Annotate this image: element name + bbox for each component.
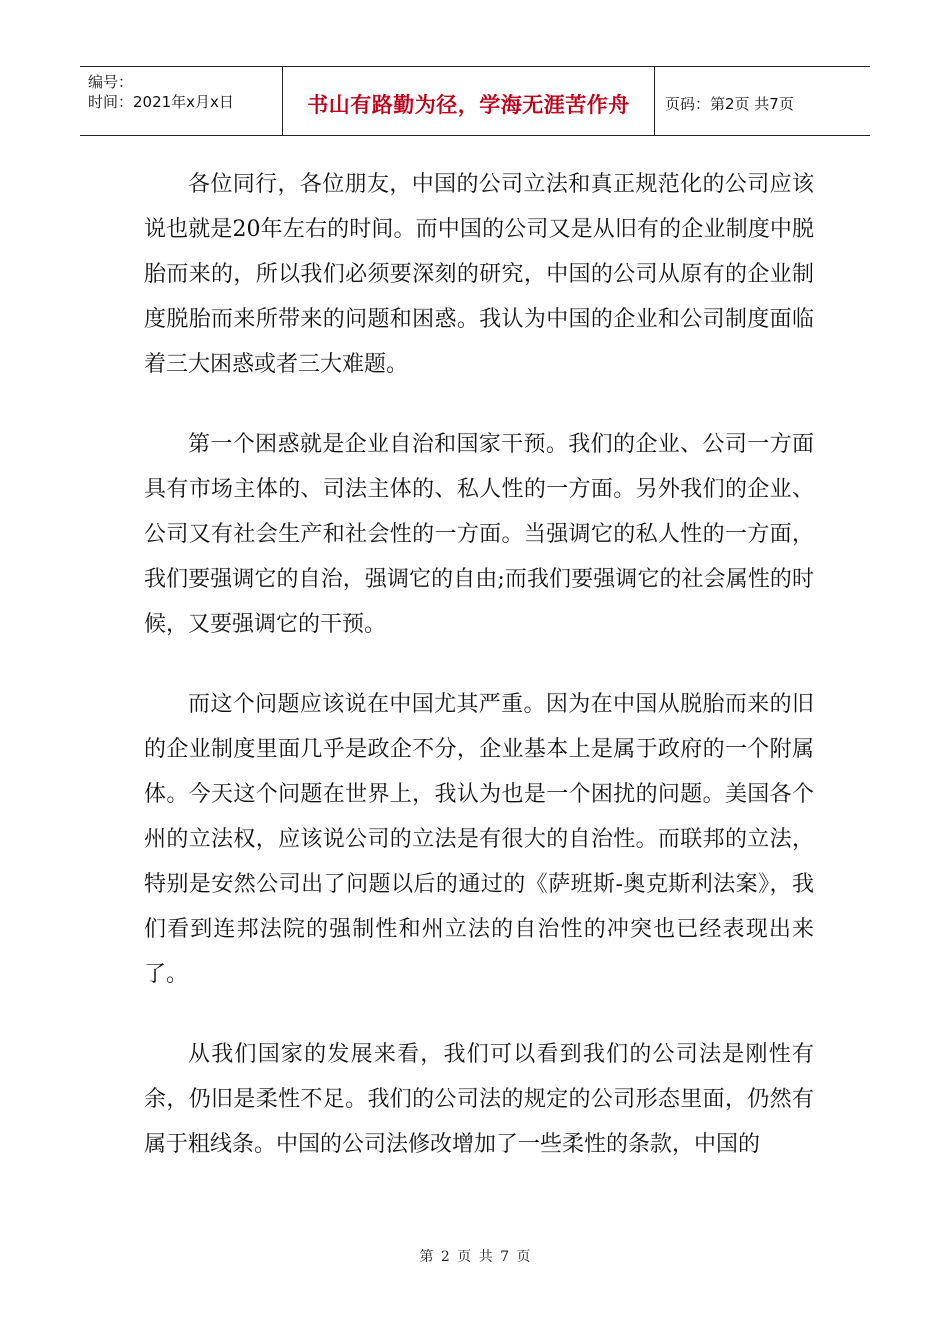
- paragraph: 而这个问题应该说在中国尤其严重。因为在中国从脱胎而来的旧的企业制度里面几乎是政企不分，企业基本上是属于政府的一个附属体。今天这个问题在世界上，我认为也是一个困扰的问题。美国各个州的立法权，应该说公司的立法是有很大的自治性。而联邦的立法，特别是安然公司出了问题以后的通过的《萨班斯-奥克斯利法案》，我们看到连邦法院的强制性和州立法的自治性的冲突也已经表现出来了。: [144, 692, 814, 987]
- page-footer: [0, 1246, 950, 1266]
- page-info: 页码：第2页 共7页: [665, 94, 794, 113]
- number-label: 编号：: [88, 73, 134, 91]
- document-body: [144, 162, 814, 1202]
- footer-page-number: 第 2 页 共 7 页: [419, 1249, 531, 1265]
- time-label: 时间：2021年x月x日: [88, 93, 234, 111]
- paragraph: 第一个困惑就是企业自治和国家干预。我们的企业、公司一方面具有市场主体的、司法主体的、私人性的一方面。另外我们的企业、公司又有社会生产和社会性的一方面。当强调它的私人性的一方面，我们要强调它的自治，强调它的自由;而我们要强调它的社会属性的时候，又要强调它的干预。: [144, 432, 814, 637]
- header-meta-cell: [80, 67, 283, 135]
- paragraph: 各位同行，各位朋友，中国的公司立法和真正规范化的公司应该说也就是20年左右的时间。而中国的公司又是从旧有的企业制度中脱胎而来的，所以我们必须要深刻的研究，中国的公司从原有的企业制度脱胎而来所带来的问题和困惑。我认为中国的企业和公司制度面临着三大困惑或者三大难题。: [144, 172, 814, 377]
- document-header: [80, 66, 870, 136]
- header-page-cell: [655, 67, 870, 135]
- paragraph: 从我们国家的发展来看，我们可以看到我们的公司法是刚性有余，仍旧是柔性不足。我们的公司法的规定的公司形态里面，仍然有属于粗线条。中国的公司法修改增加了一些柔性的条款，中国的: [144, 1042, 814, 1157]
- motto-text: 书山有路勤为径，学海无涯苦作舟: [307, 93, 630, 117]
- header-motto-cell: [283, 67, 655, 135]
